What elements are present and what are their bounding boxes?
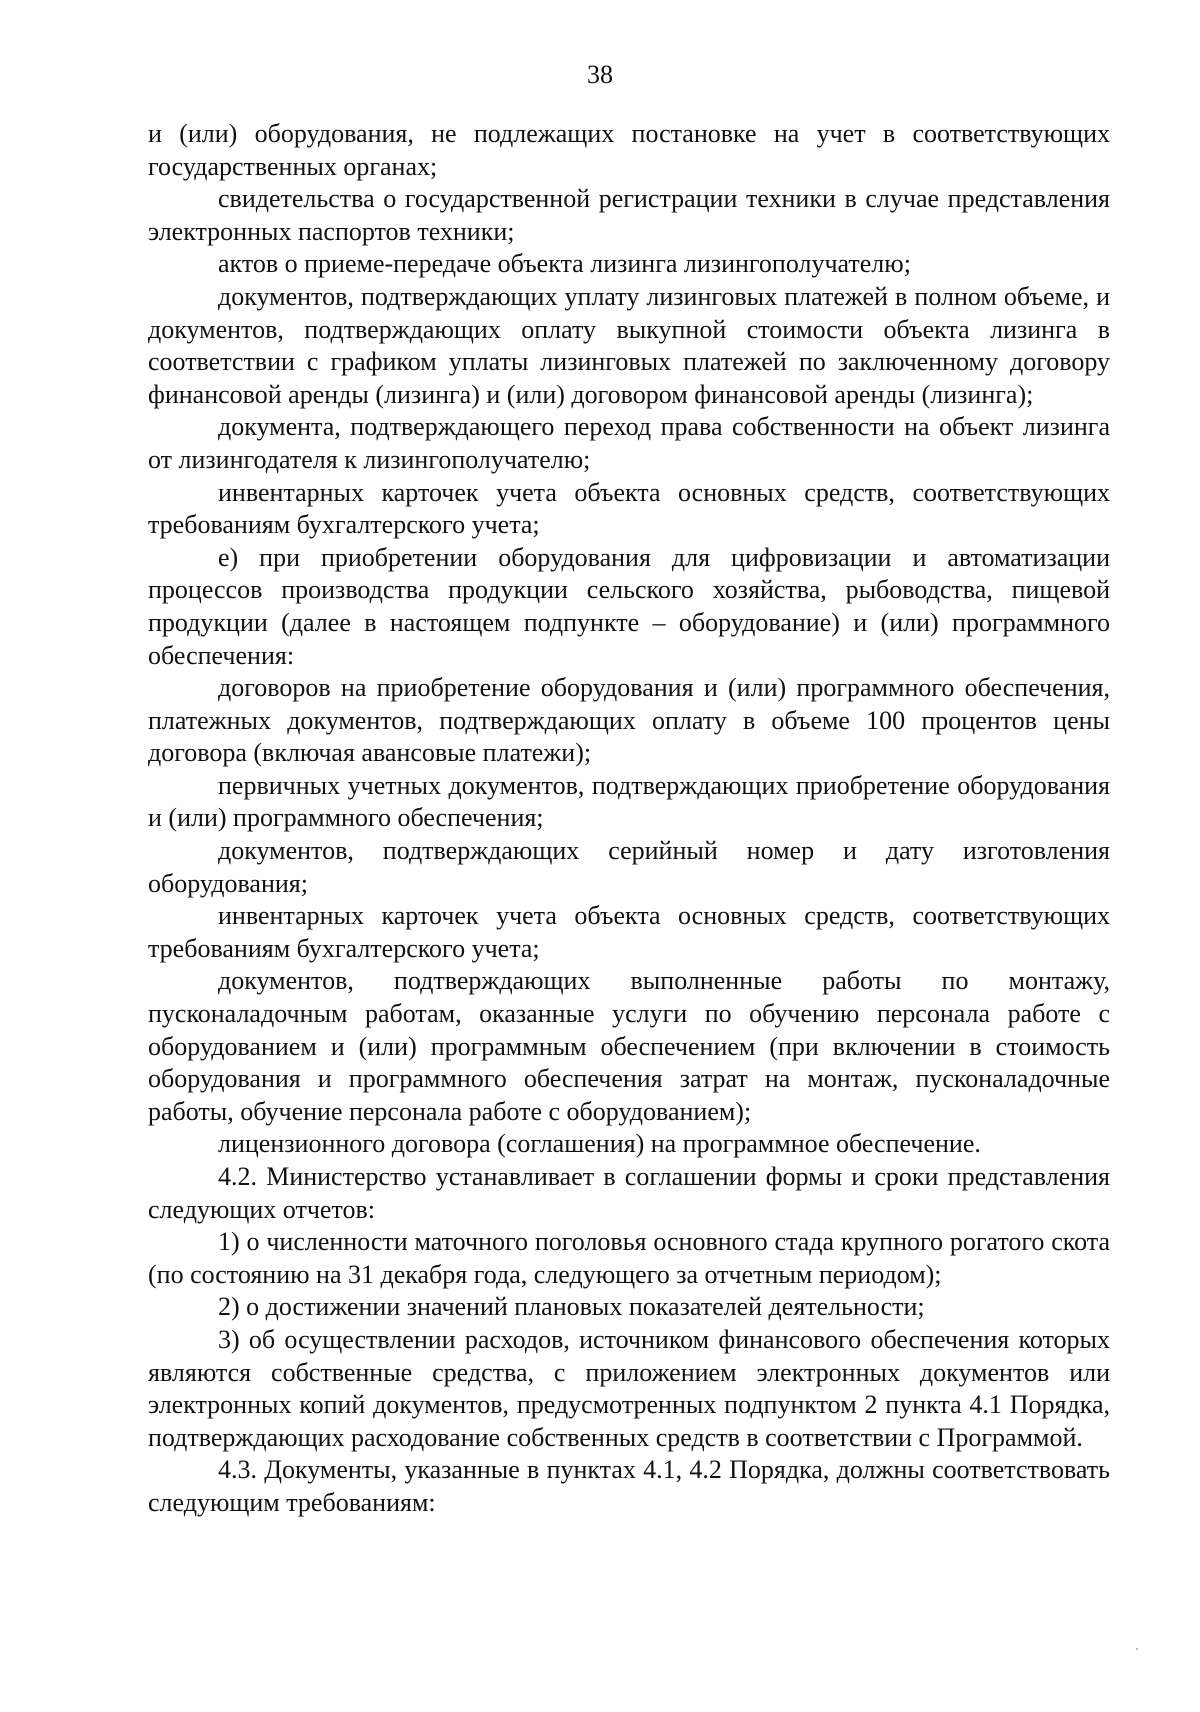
document-body xyxy=(148,118,1110,1520)
paragraph-purchase-contracts: договоров на приобретение оборудования и (или) программного обеспечения, платежных документов, подтверждающих оплату в объеме 100 процентов цены договора (включая авансовые платежи); xyxy=(148,673,1110,768)
paragraph-report-3: 3) об осуществлении расходов, источником финансового обеспечения которых являются собственные средства, с приложением электронных документов или электронных копий документов, предусмотренных подпунктом 2 пункта 4.1 Порядка, подтверждающих расходование собственных средств в соответствии с Программой. xyxy=(148,1324,1110,1452)
paragraph-ownership-transfer: документа, подтверждающего переход права собственности на объект лизинга от лизингодателя к лизингополучателю; xyxy=(148,412,1110,474)
paragraph-transfer-acts: актов о приеме-передаче объекта лизинга лизингополучателю; xyxy=(218,249,911,279)
paragraph-report-1: 1) о численности маточного поголовья основного стада крупного рогатого скота (по состоянию на 31 декабря года, следующего за отчетным периодом); xyxy=(148,1227,1110,1289)
page-number: 38 xyxy=(587,60,613,89)
paragraph-serial-number: документов, подтверждающих серийный номер и дату изготовления оборудования; xyxy=(148,836,1110,898)
paragraph-report-2: 2) о достижении значений плановых показателей деятельности; xyxy=(218,1292,925,1322)
paragraph-subitem-e: е) при приобретении оборудования для цифровизации и автоматизации процессов производства продукции сельского хозяйства, рыбоводства, пищевой продукции (далее в настоящем подпункте – оборудование) и (или) программного обеспечения: xyxy=(148,542,1110,670)
paragraph-inventory-cards-2: инвентарных карточек учета объекта основных средств, соответствующих требованиям бухгалтерского учета; xyxy=(148,901,1110,963)
scan-speck xyxy=(1136,1648,1138,1650)
paragraph-primary-documents: первичных учетных документов, подтверждающих приобретение оборудования и (или) программного обеспечения; xyxy=(148,770,1110,833)
paragraph-section-4-2: 4.2. Министерство устанавливает в соглашении формы и сроки представления следующих отчетов: xyxy=(148,1162,1110,1224)
paragraph-installation-works: документов, подтверждающих выполненные работы по монтажу, пусконаладочным работам, оказанные услуги по обучению персонала работе с оборудованием и (или) программным обеспечением (при включении в стоимость оборудования и программного обеспечения затрат на монтаж, пусконаладочные работы, обучение персонала работе с оборудованием); xyxy=(148,966,1110,1126)
paragraph-registration-certificate: свидетельства о государственной регистрации техники в случае представления электронных паспортов техники; xyxy=(148,184,1110,246)
paragraph-inventory-cards: инвентарных карточек учета объекта основных средств, соответствующих требованиям бухгалтерского учета; xyxy=(148,477,1110,540)
paragraph-section-4-3: 4.3. Документы, указанные в пунктах 4.1, 4.2 Порядка, должны соответствовать следующим требованиям: xyxy=(148,1455,1110,1517)
paragraph-continuation: и (или) оборудования, не подлежащих постановке на учет в соответствующих государственных органах; xyxy=(148,119,1110,181)
paragraph-leasing-payments: документов, подтверждающих уплату лизинговых платежей в полном объеме, и документов, подтверждающих оплату выкупной стоимости объекта лизинга в соответствии с графиком уплаты лизинговых платежей по заключенному договору финансовой аренды (лизинга) и (или) договором финансовой аренды (лизинга); xyxy=(148,281,1110,409)
paragraph-license-agreement: лицензионного договора (соглашения) на программное обеспечение. xyxy=(218,1129,981,1159)
